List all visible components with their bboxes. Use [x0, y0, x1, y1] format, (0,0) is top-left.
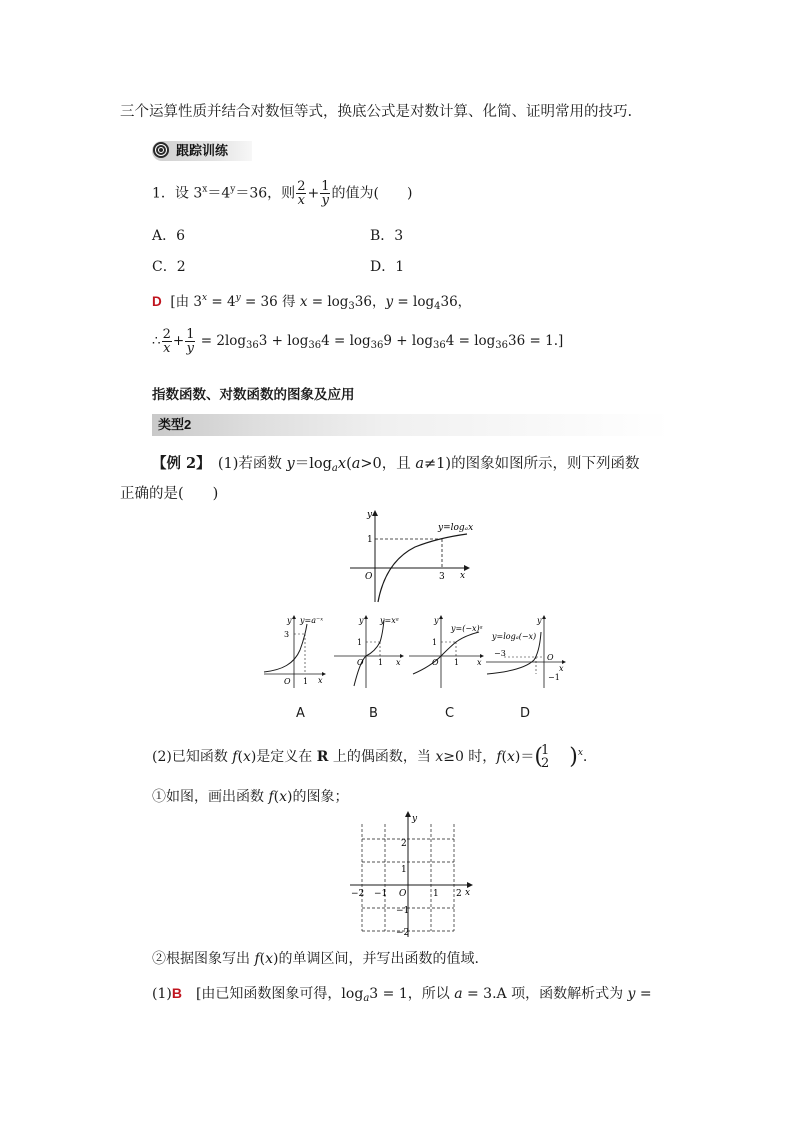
svg-text:1: 1 [401, 865, 407, 875]
svg-text:O: O [399, 889, 407, 899]
svg-text:−2: −2 [351, 889, 365, 899]
fraction-2-over-x: $\frac{2}{x}$ [297, 179, 306, 208]
svg-text:O: O [357, 658, 364, 667]
section-title: 指数函数、对数函数的图象及应用 [152, 387, 355, 403]
svg-text:1: 1 [432, 638, 438, 647]
answer-1-line2: ∴ $\frac{2}{x}$ + $\frac{1}{y}$ = $2\log_{36}3 + \log_{36}4 = \log_{36}9 + \log_{36}4 = \log_{36}36 = 1$.] [152, 327, 564, 356]
part-2-1-text: ①如图，画出函数 f(x)的图象； [152, 789, 349, 805]
svg-text:O: O [432, 658, 439, 667]
target-icon [153, 142, 169, 158]
svg-text:y: y [434, 616, 439, 625]
graph-a [262, 612, 332, 690]
answer-letter: D [152, 294, 162, 309]
svg-text:x: x [477, 658, 482, 667]
svg-text:y: y [367, 510, 373, 520]
option-d: D．1 [370, 259, 405, 275]
svg-text:−3: −3 [494, 649, 506, 658]
svg-text:3: 3 [284, 630, 290, 639]
type-tag: 类型2 [152, 414, 670, 436]
svg-text:O: O [547, 653, 554, 662]
svg-text:1: 1 [303, 677, 309, 686]
svg-text:1: 1 [367, 535, 373, 545]
svg-text:y: y [412, 814, 418, 824]
main-log-graph [345, 505, 475, 605]
svg-text:y: y [537, 616, 542, 625]
svg-text:y=xᵃ: y=xᵃ [380, 616, 399, 625]
svg-text:x: x [465, 888, 471, 898]
caption-d: D [520, 706, 531, 721]
option-b: B．3 [370, 228, 404, 244]
svg-text:−2: −2 [396, 928, 410, 938]
svg-text:x: x [460, 571, 466, 581]
svg-text:x: x [318, 676, 323, 685]
track-training-tag [152, 141, 252, 161]
svg-text:O: O [284, 677, 291, 686]
svg-text:−1: −1 [548, 673, 560, 682]
fraction-1-over-y: $\frac{1}{y}$ [321, 179, 330, 208]
question-1: 1．设 $3^x=4^y=36$，则 $\frac{2}{x}$ + $\frac{1}{y}$ 的值为( ) [152, 179, 413, 208]
option-c: C．2 [152, 259, 186, 275]
graph-d [484, 612, 569, 690]
caption-c: C [445, 706, 455, 721]
svg-text:x: x [396, 658, 401, 667]
svg-text:y=logₐ(−x): y=logₐ(−x) [492, 632, 537, 641]
curve-label: y=logₐx [438, 523, 474, 533]
option-a: A．6 [152, 228, 186, 244]
svg-text:−1: −1 [374, 889, 388, 899]
svg-text:y=a⁻ˣ: y=a⁻ˣ [300, 616, 324, 625]
svg-text:y: y [287, 616, 292, 625]
grid-graph [345, 810, 475, 938]
svg-text:2: 2 [401, 839, 407, 849]
svg-text:1: 1 [454, 658, 460, 667]
svg-text:3: 3 [439, 572, 445, 582]
intro-text: 三个运算性质并结合对数恒等式，换底公式是对数计算、化简、证明常用的技巧. [120, 104, 633, 120]
svg-text:1: 1 [378, 658, 384, 667]
answer-2-text: (1)B [由已知函数图象可得，$\log_a3 = 1$，所以 a = 3.A 项，函数解析式为 y = [152, 985, 652, 1004]
caption-b: B [369, 706, 378, 721]
svg-text:x: x [559, 664, 564, 673]
answer-1-line1: D [由 $3^x = 4^y = 36$ 得 $x = \log_336$，$y = \log_436$， [152, 293, 472, 312]
svg-text:1: 1 [357, 638, 363, 647]
svg-text:1: 1 [433, 889, 439, 899]
part-2-text: (2)已知函数 f(x)是定义在 R 上的偶函数，当 x≥0 时，f(x)＝( 1 2 )$^x$. [152, 743, 588, 771]
track-training-label: 跟踪训练 [176, 143, 229, 158]
svg-text:−1: −1 [396, 906, 410, 916]
caption-a: A [296, 706, 305, 721]
svg-text:y=(−x)ᵃ: y=(−x)ᵃ [451, 624, 483, 633]
graph-c [407, 612, 487, 690]
example-2-line2: 正确的是( ) [120, 486, 219, 502]
part-2-2-text: ②根据图象写出 f(x)的单调区间，并写出函数的值域. [152, 951, 479, 967]
answer-letter-b: B [171, 985, 182, 1001]
graph-b [332, 612, 407, 690]
svg-text:O: O [365, 572, 373, 582]
svg-text:2: 2 [456, 889, 462, 899]
example-2-line1: 【例 2】 (1)若函数 $y=\log_ax(a>0$，且 a≠1)的图象如图所示，则下列函数 [152, 455, 640, 474]
svg-text:y: y [359, 616, 364, 625]
